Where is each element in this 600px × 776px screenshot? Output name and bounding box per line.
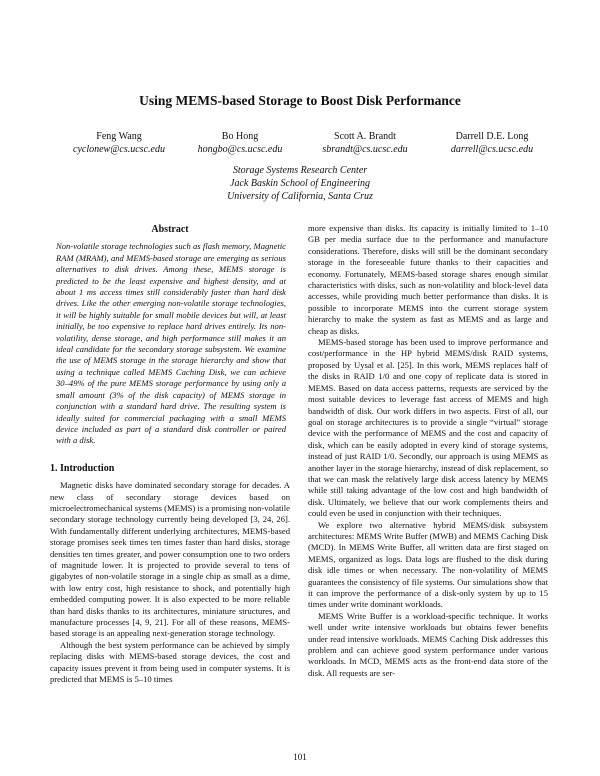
affiliation-line: Storage Systems Research Center: [232, 165, 368, 176]
author-2: [185, 130, 295, 156]
author-4: [432, 130, 552, 156]
author-name: Feng Wang: [96, 131, 142, 142]
abstract-heading: Abstract: [151, 224, 189, 235]
paragraph: We explore two alternative hybrid MEMS/disk subsystem architectures: MEMS Write Buffer (MWB) and MEMS Caching Disk (MCD). In MEMS Write Buffer, all written data are first staged on MEMS, organized as logs. Data logs are flushed to the disk during disk idle times or when necessary. The non-volatility of MEMS guarantees the consistency of file systems. Our simulations show that it can improve the performance of a disk-only system by up to 15 times under write dominant workloads.: [308, 519, 548, 610]
paper-title: Using MEMS-based Storage to Boost Disk Performance: [139, 93, 461, 108]
affiliation: [0, 164, 600, 203]
author-name: Darrell D.E. Long: [455, 131, 529, 142]
paragraph: MEMS-based storage has been used to improve performance and cost/performance in the HP hybrid MEMS/disk RAID systems, proposed by Uysal et al. [25]. In this work, MEMS replaces half of the disks in RAID 1/0 and one copy of replicate data is stored in MEMS. Based on data access patterns, requests are serviced by the most suitable devices to leverage fast access of MEMS and high bandwidth of disk. Our work differs in two aspects. First of all, our goal on storage architectures is to provide a single “virtual” storage device with the performance of MEMS and the cost and capacity of disk, which can be easily adopted in every kind of storage systems, instead of just RAID 1/0. Secondly, our approach is using MEMS as another layer in the storage hierarchy, instead of disk replacement, so that we can mask the relatively large disk access latency by MEMS while still taking advantage of the low cost and high bandwidth of disk. Ultimately, we believe that our work complements theirs and could even be used in conjunction with their techniques.: [308, 337, 548, 519]
paragraph: more expensive than disks. Its capacity is initially limited to 1–10 GB per media surface due to the performance and manufacture considerations. Therefore, disks will still be the dominant secondary storage in the foreseeable future thanks to their capacities and economy. Fortunately, MEMS-based storage shares enough similar characteristics with disks, such as non-volatility and block-level data accesses, while providing much better performance than disks. It is possible to incorporate MEMS into the current storage system hierarchy to make the system as fast as MEMS and as large and cheap as disks.: [308, 223, 548, 336]
author-email: cyclonew@cs.ucsc.edu: [73, 144, 165, 155]
affiliation-line: Jack Baskin School of Engineering: [230, 178, 370, 189]
author-name: Bo Hong: [221, 131, 259, 142]
abstract-text: Non-volatile storage technologies such as flash memory, Magnetic RAM (MRAM), and MEMS-based storage are emerging as serious alternatives to disk drives. Among these, MEMS storage is predicted to be the least expensive and highest density, and at about 1 ms access times still considerably faster than hard disk drives. Like the other emerging non-volatile storage technologies, it will be highly suitable for small mobile devices but will, at least initially, be too expensive to replace hard drives entirely. Its non-volatility, dense storage, and high performance still makes it an ideal candidate for the secondary storage subsystem. We examine the use of MEMS storage in the storage hierarchy and show that using a technique called MEMS Caching Disk, we can achieve 30–49% of the pure MEMS storage performance by using only a small amount (3% of the disk capacity) of MEMS storage in conjunction with a standard hard drive. The resulting system is ideally suited for commercial packaging with a small MEMS device included as part of a standard disk controller or paired with a disk.: [56, 241, 286, 446]
author-1: [64, 130, 174, 156]
section-heading: 1. Introduction: [50, 462, 115, 474]
paragraph: Although the best system performance can be achieved by simply replacing disks with MEMS-based storage devices, the cost and capacity issues prevent it from being used in computer systems. It is predicted that MEMS is 5–10 times: [50, 639, 290, 685]
author-email: hongbo@cs.ucsc.edu: [197, 144, 283, 155]
paragraph: Magnetic disks have dominated secondary storage for decades. A new class of secondary storage devices based on microelectromechanical systems (MEMS) is a promising non-volatile secondary storage technology currently being developed [3, 24, 26]. With fundamentally different underlying architectures, MEMS-based storage promises seek times ten times faster than hard disks, storage densities ten times greater, and power consumption one to two orders of magnitude lower. It is projected to provide several to tens of gigabytes of non-volatile storage in a single chip as small as a dime, with low entry cost, high resistance to shock, and potentially high embedded computing power. It is also expected to be more reliable than hard disks thanks to its architectures, miniature structures, and manufacture processes [4, 9, 21]. For all of these reasons, MEMS-based storage is an appealing next-generation storage technology.: [50, 480, 290, 639]
left-column: [50, 224, 290, 685]
paragraph: MEMS Write Buffer is a workload-specific technique. It works well under write intensive workloads but obtains fewer benefits under read intensive workloads. MEMS Caching Disk addresses this problem and can achieve good system performance under various workloads. In MCD, MEMS acts as the front-end data store of the disk. All requests are ser-: [308, 610, 548, 678]
affiliation-line: University of California, Santa Cruz: [227, 191, 373, 202]
author-3: [305, 130, 425, 156]
author-email: darrell@cs.ucsc.edu: [450, 144, 534, 155]
author-name: Scott A. Brandt: [334, 131, 396, 142]
right-column: [308, 223, 548, 679]
page-number: 101: [293, 752, 307, 762]
author-email: sbrandt@cs.ucsc.edu: [322, 144, 408, 155]
